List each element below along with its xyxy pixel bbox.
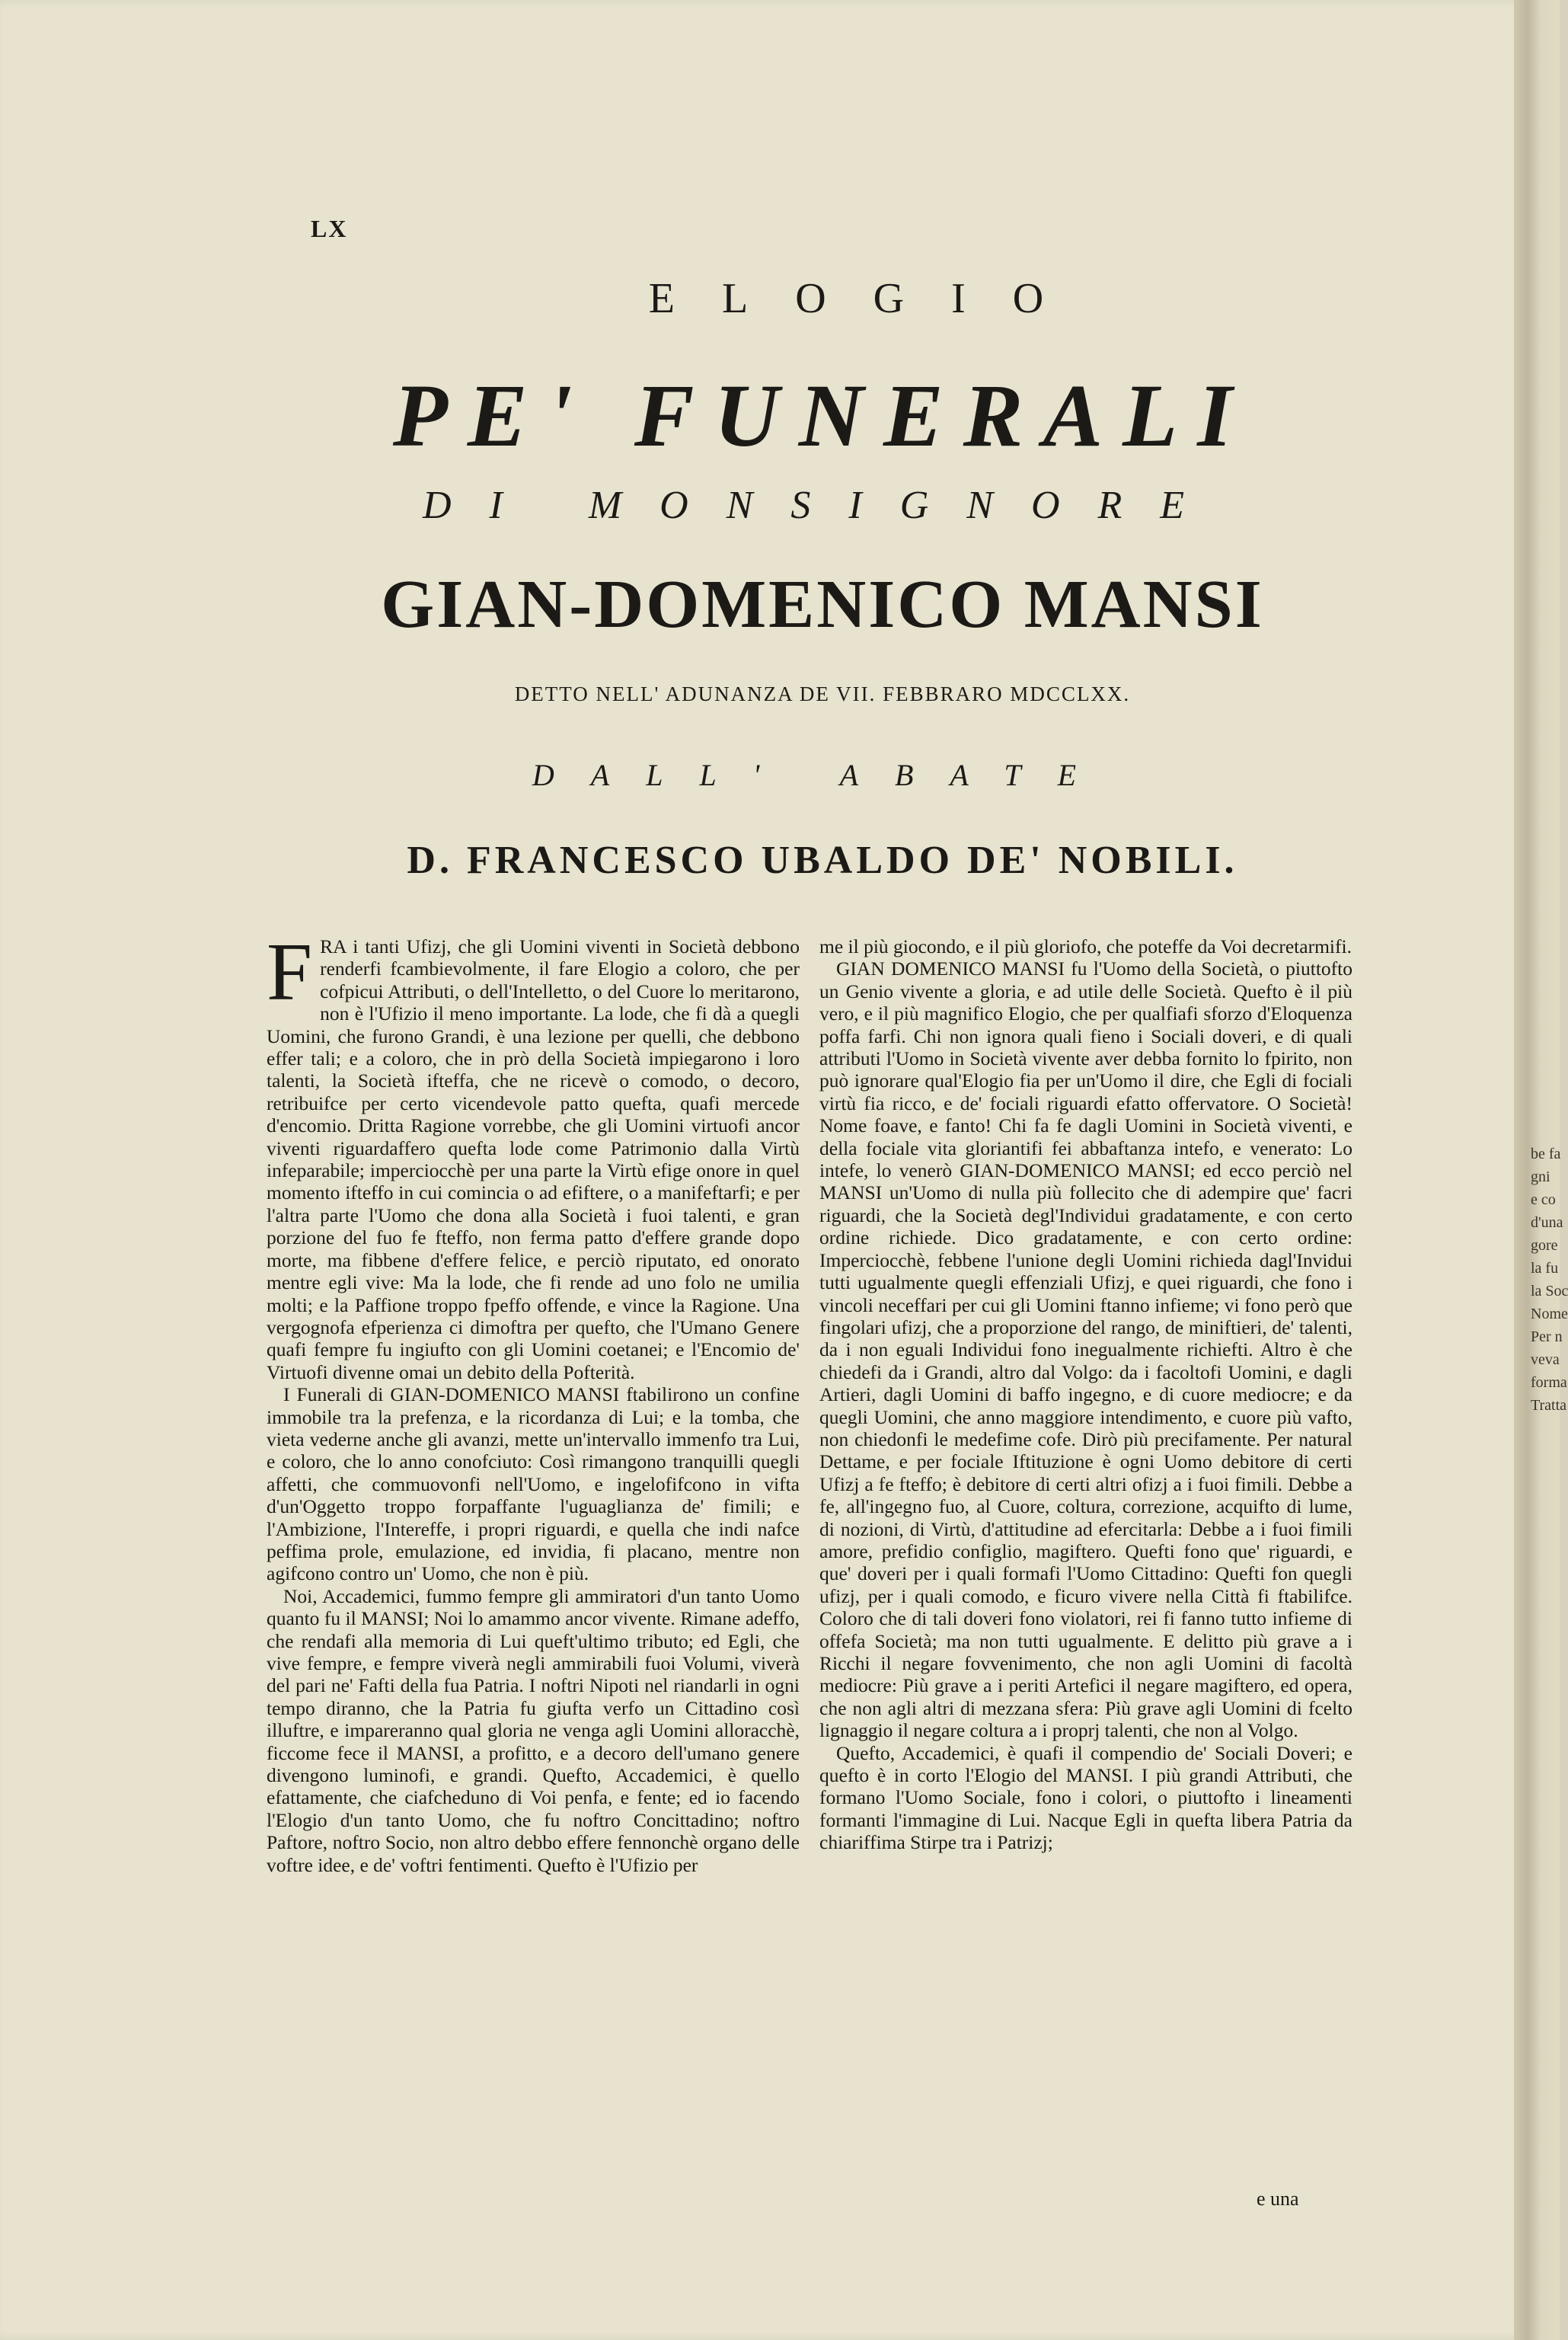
fragment-line: Tratta <box>1531 1397 1567 1414</box>
paragraph: GIAN DOMENICO MANSI fu l'Uomo della Società, o piuttofto un Genio vivente a gloria, e ad utile delle Società. Quefto è il più vero, e il più magnifico Elogio, che per qualfiafi sforzo d'Eloquenza poffa farfi. Chi non ignora quali fieno i Sociali doveri, e di quali attributi l'Uomo in Società vivente aver debba fornito lo fpirito, non può ignorare qual'Elogio fia per un'Uomo il dire, che Egli di fociali virtù fia ricco, e de' fociali riguardi efatto offervatore. O Società! Nome foave, e fanto! Chi fa fe dagli Uomini in Società viventi, e della fociale vita gloriantifi fei abbaftanza intefo, e venerato: Lo intefe, lo venerò GIAN-DOMENICO MANSI; ed ecco perciò nel MANSI un'Uomo di nulla più follecito che di adempire que' facri riguardi, che la Società degl'Individui gradatamente, e con certo ordine richiede. Dico gradatamente, e con certo ordine: Imperciocchè, febbene l'unione degli Uomini richieda dagl'Invidui tutti ugualmente quegli effenziali Ufizj, e quei riguardi, che fono i vincoli neceffari per cui gli Uomini ftanno infieme; vi fono però que fingolari ufizj, che a proporzione del rango, de miniftieri, de' talenti, da i non eguali Individui fono inegualmente richiefti. Altro è che chiedefi da i Grandi, altro dal Volgo: da i facoltofi Uomini, e dagli Artieri, dagli Uomini di baffo ingegno, e di cuore mediocre; e da quegli Uomini, che anno maggiore intendimento, e cuore più vafto, non chiedonfi le medefime cofe. Dirò più precifamente. Per natural Dettame, e per fociale Iftituzione è ogni Uomo debitore di certi Ufizj a fe fteffo; è debitore di certi altri ofizj a i fuoi fimili. Debbe a fe, all'ingegno fuo, al Cuore, coltura, correzione, acquifto di lume, di nozioni, di Virtù, d'attitudine ad efercitarla: Debbe a i fuoi fimili amore, prefidio configlio, magiftero. Quefti fono que' riguardi, e que' doveri per i quali formafi l'Uomo Cittadino: Quefti fon quegli ufizj, per i quali comodo, e ficuro vivere nella Città fi ftabilifce. Coloro che di tali doveri fono violatori, rei fi fanno tutto infieme di offefa Società; ma non tutti ugualmente. E delitto più grave a i Ricchi il negare fovvenimento, che non agli Uomini di facoltà mediocre: Più grave a i periti Artefici il negare magiftero, ed opera, che non agli altri di mezzana sfera: Più grave agli Uomini di fcelto lignaggio il negare coltura a i proprj talenti, che non al Volgo. <box>819 957 1352 1742</box>
drop-cap: F <box>267 927 313 1018</box>
heading-detto: DETTO NELL' ADUNANZA DE VII. FEBBRARO MDCCLXX. <box>514 682 1131 705</box>
next-page-fragment <box>1531 1143 1568 1417</box>
fragment-line: Per n <box>1531 1328 1563 1345</box>
fragment-line: la Soc <box>1531 1283 1568 1299</box>
fragment-line: veva <box>1531 1351 1560 1368</box>
paragraph: Noi, Accademici, fummo fempre gli ammiratori d'un tanto Uomo quanto fu il MANSI; Noi lo amammo ancor vivente. Rimane adeffo, che rendafi alla memoria di Lui queft'ultimo tributo; ed Egli, che vive fempre, e fempre viverà negli ammirabili fuoi Volumi, viverà del pari ne' Fafti della fua Patria. I noftri Nipoti nel riandarli in ogni tempo diranno, che la Patria fu giufta verfo un Cittadino così illuftre, e impareranno qual gloria ne venga agli Uomini alloracchè, ficcome fece il MANSI, a profitto, e a decoro dell'umano genere divengono luminofi, e grandi. Quefto, Accademici, è quello efattamente, che ciafcheduno di Voi penfa, e fente; ed io facendo l'Elogio d'un tanto Uomo, che fu noftro Concittadino; noftro Paftore, noftro Socio, non altro debbo effere fennonchè organo delle voftre idee, e de' voftri fentimenti. Quefto è l'Ufizio per <box>267 1584 800 1876</box>
fragment-line: la fu <box>1531 1260 1559 1277</box>
paragraph-text: RA i tanti Ufizj, che gli Uomini viventi in Società debbono renderfi fcambievolmente, il fare Elogio a coloro, che per cofpicui Attributi, o dell'Intelletto, o del Cuore lo meritarono, non è l'Ufizio il meno importante. La lode, che fi dà a quegli Uomini, che furono Grandi, è una lezione per quelli, che debbono effer tali; e a coloro, che in prò della Società impiegarono i loro talenti, la Società ifteffa, che ne ricevè o comodo, o decoro, retribuifce per certo vicendevole patto quefta, quafi mercede d'encomio. Dritta Ragione vorrebbe, che gli Uomini virtuofi ancor viventi riguardaffero quefta lode come Patrimonio dalla Virtù infeparabile; imperciocchè per una parte la Virtù efige onore in quel momento ifteffo in cui comincia o ad efiftere, o a manifeftarfi; e per l'altra parte l'Uomo che dona alla Società i fuoi talenti, e gran porzione del fuo fe fteffo, non ferma patto d'effere grande dopo morte, ma fibbene d'effere felice, e perciò riputato, ed onorato mentre egli vive: Ma la lode, che fi rende ad uno folo ne umilia molti; e la Paffione troppo fpeffo offende, e vince la Ragione. Una vergognofa efperienza ci dimoftra per quefto, che l'Umano Genere quafi fempre fu ingiufto con gli Uomini coetanei; e l'Encomio de' Virtuofi divenne omai un debito della Pofterità. <box>267 935 800 1383</box>
fragment-line: gore <box>1531 1237 1558 1254</box>
heading-elogio: ELOGIO <box>648 275 1091 322</box>
heading-monsignore: DI MONSIGNORE <box>422 484 1223 527</box>
paragraph: me il più giocondo, e il più gloriofo, che poteffe da Voi decretarmifi. <box>819 935 1352 957</box>
fragment-line: Nome <box>1531 1306 1568 1322</box>
page-number: LX <box>311 215 348 242</box>
left-column <box>267 927 800 1876</box>
fragment-line: be fa <box>1531 1146 1561 1162</box>
paragraph <box>267 927 800 1383</box>
fragment-line: gni <box>1531 1168 1550 1185</box>
paragraph: I Funerali di GIAN-DOMENICO MANSI ftabilirono un confine immobile tra la prefenza, e la ricordanza di Lui; e la tomba, che vieta vederne anche gli avanzi, mette un'intervallo immenfo tra Lui, e coloro, che lo anno conofciuto: Così rimangono tranquilli quegli affetti, che commuovonfi nell'Uomo, e ingelofifcono in vifta d'un'Oggetto troppo forpaffante l'uguaglianza de' fimili; e l'Ambizione, l'Intereffe, i propri riguardi, e quella che indi nafce peffima prole, emulazione, ed invidia, fi placano, mentre non agifcono contro un' Uomo, che non è più. <box>267 1383 800 1585</box>
fragment-line: d'una <box>1531 1214 1563 1231</box>
heading-author: D. FRANCESCO UBALDO DE' NOBILI. <box>407 839 1238 882</box>
fragment-line: e co <box>1531 1191 1556 1208</box>
heading-funerali: PE' FUNERALI <box>392 366 1253 465</box>
paragraph: Quefto, Accademici, è quafi il compendio de' Sociali Doveri; e quefto è in corto l'Elogio del MANSI. I più grandi Attributi, che formano l'Uomo Sociale, fono i colori, o piuttofto i lineamenti formanti l'immagine di Lui. Nacque Egli in quefta libera Patria da chiariffima Stirpe tra i Patrizj; <box>819 1741 1352 1854</box>
fragment-line: forma <box>1531 1374 1567 1391</box>
heading-dall-abate: DALL' ABATE <box>532 758 1113 792</box>
right-column <box>819 935 1352 1854</box>
catchword: e una <box>1257 2188 1299 2210</box>
heading-name: GIAN-DOMENICO MANSI <box>381 567 1264 642</box>
